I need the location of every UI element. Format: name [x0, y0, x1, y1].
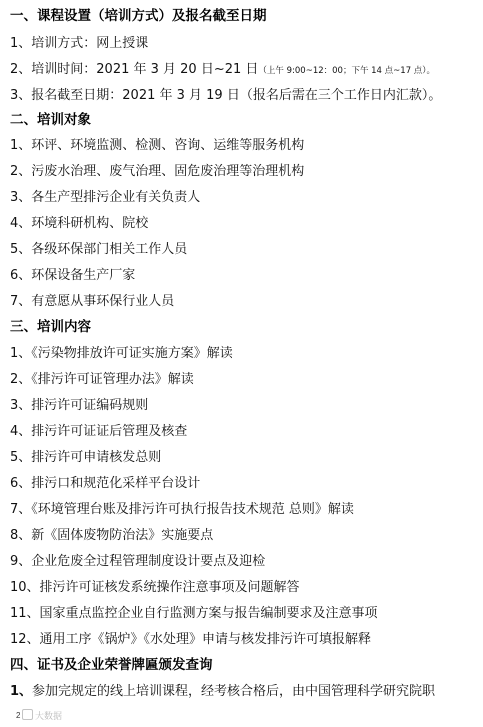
section-1-item-3: 3、报名截至日期：2021 年 3 月 19 日（报名后需在三个工作日内汇款）。: [10, 88, 442, 103]
section-4-heading: 四、证书及企业荣誉牌匾颁发查询: [10, 657, 213, 673]
watermark: [22, 709, 62, 722]
section-3-item-1: 1、《污染物排放许可证实施方案》解读: [10, 346, 233, 361]
section-3-item-3: 3、排污许可证编码规则: [10, 398, 149, 413]
section-3-item-10: 10、排污许可证核发系统操作注意事项及问题解答: [10, 580, 300, 595]
page-number: 2: [16, 711, 21, 720]
section-1-item-2: [10, 57, 477, 83]
watermark-text: 大数据: [35, 712, 63, 722]
watermark-logo-icon: [22, 709, 33, 720]
section-3-item-2: 2、《排污许可证管理办法》解读: [10, 372, 194, 387]
section-3-item-5: 5、排污许可申请核发总则: [10, 450, 162, 465]
section-4-item-1-number: 1、: [10, 684, 33, 699]
section-3-item-6: 6、排污口和规范化采样平台设计: [10, 476, 201, 491]
section-2-item-6: 6、环保设备生产厂家: [10, 268, 136, 283]
section-3-item-4: 4、排污许可证证后管理及核查: [10, 424, 188, 439]
section-2-item-3: 3、各生产型排污企业有关负责人: [10, 190, 201, 205]
section-1-heading: 一、课程设置（培训方式）及报名截至日期: [10, 8, 267, 24]
section-4-item-1: [10, 679, 477, 705]
section-3-item-8: 8、新《固体废物防治法》实施要点: [10, 528, 214, 543]
section-2-item-7: 7、有意愿从事环保行业人员: [10, 294, 175, 309]
section-2-item-4: 4、环境科研机构、院校: [10, 216, 149, 231]
section-1-item-2-main: 2、培训时间：2021 年 3 月 20 日~21 日: [10, 62, 259, 77]
section-2-item-5: 5、各级环保部门相关工作人员: [10, 242, 188, 257]
section-1-item-1: 1、培训方式：网上授课: [10, 36, 149, 51]
section-3-item-12: 12、通用工序《锅炉》《水处理》申请与核发排污许可填报解释: [10, 632, 372, 647]
section-4-item-1-text: 参加完规定的线上培训课程，经考核合格后，由中国管理科学研究院职: [32, 684, 436, 699]
section-3-item-7: 7、《环境管理台账及排污许可执行报告技术规范 总则》解读: [10, 502, 354, 517]
section-3-heading: 三、培训内容: [10, 319, 91, 335]
section-3-item-11: 11、国家重点监控企业自行监测方案与报告编制要求及注意事项: [10, 606, 378, 621]
section-2-item-1: 1、环评、环境监测、检测、咨询、运维等服务机构: [10, 138, 305, 153]
section-3-item-9: 9、企业危废全过程管理制度设计要点及迎检: [10, 554, 266, 569]
section-2-heading: 二、培训对象: [10, 112, 91, 128]
section-1-item-2-note: （上午 9:00~12：00；下午 14 点~17 点）。: [258, 66, 436, 76]
section-2-item-2: 2、污废水治理、废气治理、固危废治理等治理机构: [10, 164, 305, 179]
